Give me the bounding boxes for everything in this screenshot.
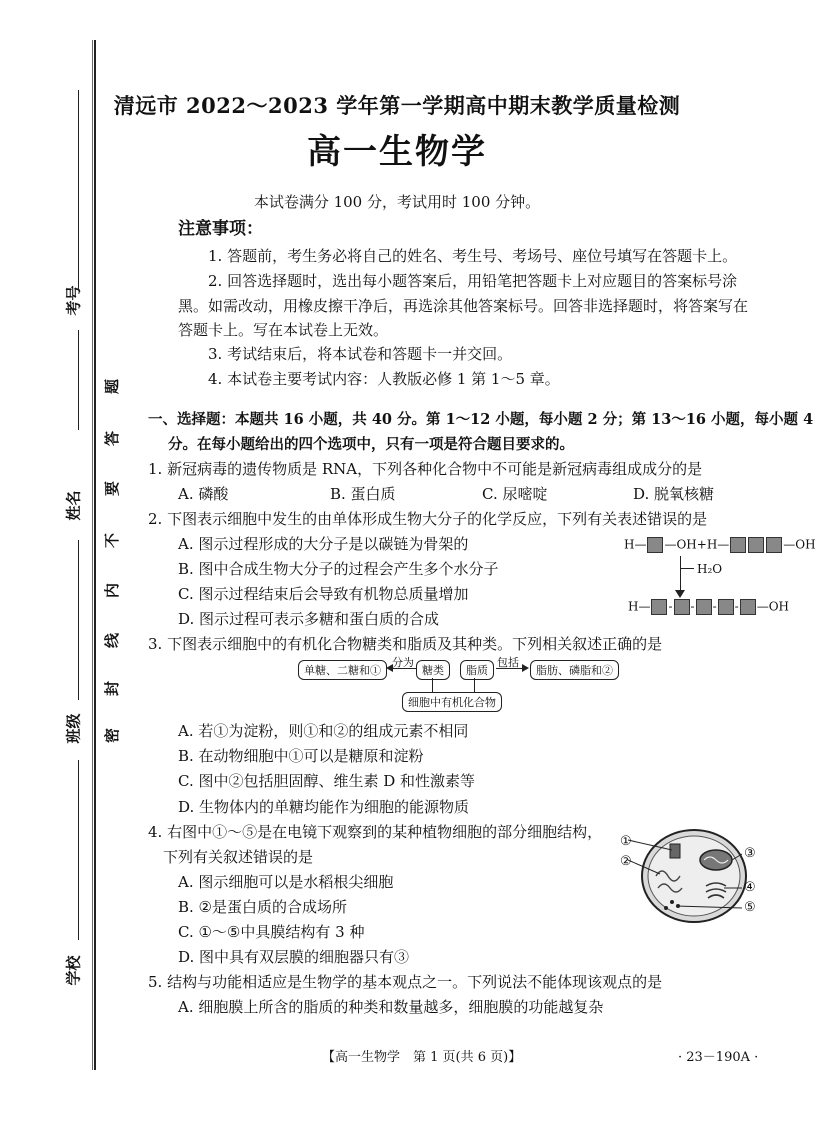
- q1-stem: 1. 新冠病毒的遗传物质是 RNA，下列各种化合物中不可能是新冠病毒组成成分的是: [148, 460, 703, 478]
- monomer-square: [718, 599, 734, 615]
- section-heading-line2: 分。在每小题给出的四个选项中，只有一项是符合题目要求的。: [168, 436, 574, 453]
- seal-char-2: 答: [103, 430, 122, 447]
- reaction-arrow: [680, 556, 681, 594]
- arrow-right-icon: [522, 664, 529, 672]
- seal-char-7: 封: [103, 680, 122, 697]
- monomer-square: [696, 599, 712, 615]
- monomer-square: [766, 537, 782, 553]
- name-label: 姓名: [64, 490, 83, 521]
- section-heading-line1: 一、选择题：本题共 16 小题，共 40 分。第 1～12 小题，每小题 2 分；第 13～16 小题，每小题 4: [148, 411, 814, 428]
- monomer-square: [740, 599, 756, 615]
- q5-option-a[interactable]: A. 细胞膜上所含的脂质的种类和数量越多，细胞膜的功能越复杂: [178, 998, 604, 1016]
- class-blank[interactable]: [78, 760, 79, 940]
- q3-option-a[interactable]: A. 若①为淀粉，则①和②的组成元素不相同: [178, 722, 469, 740]
- plant-cell-diagram: [616, 826, 762, 926]
- q3-stem: 3. 下图表示细胞中的有机化合物糖类和脂质及其种类。下列相关叙述正确的是: [148, 635, 663, 653]
- cell-label-4: ④: [744, 880, 756, 895]
- box-organic-compounds: 细胞中有机化合物: [402, 692, 502, 712]
- monomer-reaction-diagram: H— —OH+H— —OH: [624, 537, 816, 552]
- q4-option-c[interactable]: C. ①～⑤中具膜结构有 3 种: [178, 923, 365, 941]
- note-line-1: 1. 答题前，考生务必将自己的姓名、考生号、考场号、座位号填写在答题卡上。: [208, 247, 738, 265]
- seal-char-5: 内: [103, 582, 122, 599]
- exam-no-label: 考号: [64, 285, 83, 316]
- q4-option-d[interactable]: D. 图中具有双层膜的细胞器只有③: [178, 948, 410, 966]
- q5-stem: 5. 结构与功能相适应是生物学的基本观点之一。下列说法不能体现该观点的是: [148, 973, 663, 991]
- seal-char-3: 要: [103, 480, 122, 497]
- note-line-6: 4. 本试卷主要考试内容：人教版必修 1 第 1～5 章。: [208, 370, 560, 388]
- diagram-h-left: H: [624, 537, 635, 552]
- q2-stem: 2. 下图表示细胞中发生的由单体形成生物大分子的化学反应，下列有关表述错误的是: [148, 510, 708, 528]
- connector-left: [432, 678, 433, 692]
- connector-right: [474, 678, 475, 692]
- monomer-square: [647, 537, 663, 553]
- exam-info: 本试卷满分 100 分，考试用时 100 分钟。: [253, 193, 541, 211]
- box-lipid: 脂质: [460, 660, 494, 680]
- seal-char-4: 不: [103, 532, 122, 549]
- note-line-2: 2. 回答选择题时，选出每小题答案后，用铅笔把答题卡上对应题目的答案标号涂: [208, 272, 738, 290]
- water-branch: [680, 568, 694, 569]
- cell-label-1: ①: [620, 834, 632, 849]
- q1-option-d[interactable]: D. 脱氧核糖: [633, 485, 715, 503]
- seal-char-8: 密: [103, 727, 122, 744]
- box-sugar: 糖类: [416, 660, 450, 680]
- exam-no-blank-lower[interactable]: [78, 330, 79, 430]
- q3-option-c[interactable]: C. 图中②包括胆固醇、维生素 D 和性激素等: [178, 772, 476, 790]
- monomer-square: [674, 599, 690, 615]
- cell-label-2: ②: [620, 854, 632, 869]
- subject-title: 高一生物学: [307, 132, 487, 172]
- polymer-chain: H— - - - - —OH: [628, 599, 790, 614]
- note-line-5: 3. 考试结束后，将本试卷和答题卡一并交回。: [208, 345, 513, 363]
- box-lipid-types: 脂肪、磷脂和②: [530, 660, 619, 680]
- note-line-3: 黑。如需改动，用橡皮擦干净后，再选涂其他答案标号。回答非选择题时，将答案写在: [178, 297, 749, 315]
- arrow-label-divide: 分为: [392, 656, 414, 669]
- q4-option-b[interactable]: B. ②是蛋白质的合成场所: [178, 898, 348, 916]
- diagram-oh-h: OH+H: [676, 537, 718, 552]
- arrow-label-include: 包括: [497, 656, 519, 669]
- diagram-oh-right: OH: [795, 537, 816, 552]
- q1-option-b[interactable]: B. 蛋白质: [330, 485, 396, 503]
- q2-option-a[interactable]: A. 图示过程形成的大分子是以碳链为骨架的: [178, 535, 469, 553]
- class-label: 班级: [64, 713, 83, 744]
- note-line-4: 答题卡上。写在本试卷上无效。: [178, 321, 389, 339]
- page-footer-code: · 23－190A ·: [678, 1050, 759, 1065]
- q4-stem-line2: 下列有关叙述错误的是: [163, 848, 314, 866]
- seal-char-1: 题: [103, 378, 122, 395]
- polymer-h: H: [628, 599, 639, 614]
- cell-label-3: ③: [744, 846, 756, 861]
- exam-no-blank[interactable]: [78, 90, 79, 290]
- exam-title: 清远市 2022～2023 学年第一学期高中期末教学质量检测: [113, 93, 681, 118]
- monomer-square: [730, 537, 746, 553]
- q4-stem-line1: 4. 右图中①～⑤是在电镜下观察到的某种植物细胞的部分细胞结构，: [148, 823, 603, 841]
- q3-option-b[interactable]: B. 在动物细胞中①可以是糖原和淀粉: [178, 747, 424, 765]
- q2-option-d[interactable]: D. 图示过程可表示多糖和蛋白质的合成: [178, 610, 440, 628]
- polymer-oh: OH: [768, 599, 790, 614]
- monomer-square: [651, 599, 667, 615]
- q1-option-a[interactable]: A. 磷酸: [178, 485, 229, 503]
- water-label: H₂O: [697, 562, 723, 576]
- cell-label-5: ⑤: [744, 900, 756, 915]
- q2-option-b[interactable]: B. 图中合成生物大分子的过程会产生多个水分子: [178, 560, 499, 578]
- box-sugar-types: 单糖、二糖和①: [298, 660, 387, 680]
- q2-option-c[interactable]: C. 图示过程结束后会导致有机物总质量增加: [178, 585, 469, 603]
- seal-char-6: 线: [103, 632, 122, 649]
- notes-heading: 注意事项：: [178, 219, 263, 239]
- q4-option-a[interactable]: A. 图示细胞可以是水稻根尖细胞: [178, 873, 394, 891]
- name-blank[interactable]: [78, 540, 79, 700]
- monomer-square: [748, 537, 764, 553]
- school-label: 学校: [64, 955, 83, 986]
- page-footer-label: 【高一生物学 第 1 页(共 6 页)】: [322, 1050, 522, 1065]
- q1-option-c[interactable]: C. 尿嘧啶: [482, 485, 548, 503]
- q3-option-d[interactable]: D. 生物体内的单糖均能作为细胞的能源物质: [178, 798, 470, 816]
